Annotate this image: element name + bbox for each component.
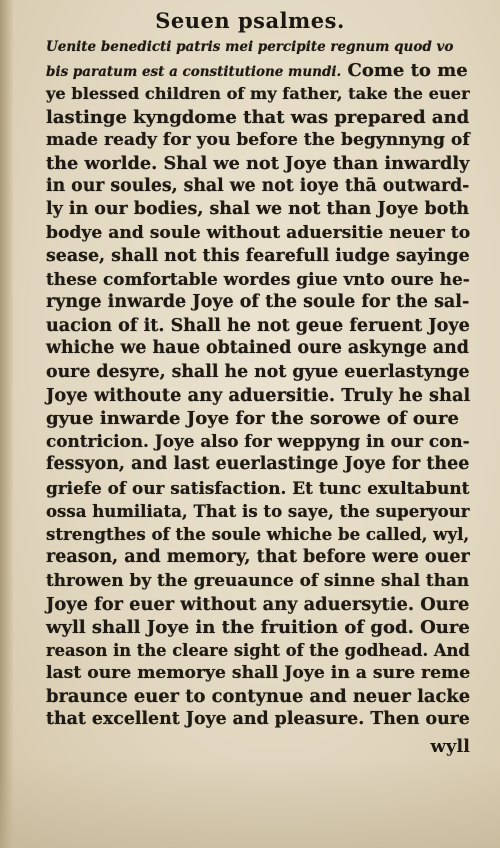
text-line: contricion. Joye also for weppyng in our con- — [46, 431, 470, 452]
text-line: throwen by the greuaunce of sinne shal than — [46, 570, 470, 591]
text-line: reason, and memory, that before were ouer — [46, 547, 470, 568]
text-line: braunce euer to contynue and neuer lacke — [46, 686, 471, 708]
text-line: Joye for euer without any aduersytie. Oure — [46, 593, 470, 615]
page-bottom-shade — [0, 758, 500, 848]
text-line: the worlde. Shal we not Joye than inwardly — [46, 152, 470, 174]
text-line: ly in our bodies, shal we not than Joye both — [46, 199, 470, 220]
text-line: gyue inwarde Joye for the sorowe of oure — [46, 408, 459, 429]
running-header: Seuen psalmes. — [155, 8, 345, 33]
text-line: bodye and soule without aduersitie neuer to — [46, 222, 471, 243]
text-line: lastinge kyngdome that was prepared and — [46, 106, 470, 128]
text-line: in our soules, shal we not ioye thā outward- — [46, 176, 470, 197]
text-line: whiche we haue obtained oure askynge and — [46, 338, 469, 359]
text-line: Joye withoute any aduersitie. Truly he shal — [46, 384, 471, 406]
text-line: ye blessed children of my father, take the euer — [46, 84, 470, 104]
text-line: these comfortable wordes giue vnto oure he- — [46, 268, 470, 289]
text-line: made ready for you before the begynnyng of — [46, 129, 470, 150]
text-line: sease, shall not this fearefull iudge sayinge — [46, 245, 470, 266]
text-line: ossa humiliata, That is to saye, the superyour — [46, 500, 470, 521]
text-line: that excellent Joye and pleasure. Then oure — [46, 709, 470, 730]
text-line: rynge inwarde Joye of the soule for the sal- — [46, 292, 470, 313]
text-line: fessyon, and last euerlastinge Joye for thee — [46, 454, 470, 475]
text-line: reason in the cleare sight of the godhead. And — [46, 640, 470, 660]
text-line: bis paratum est a constitutione mundi. Come to me — [46, 60, 468, 82]
text-line: griefe of our satisfaction. Et tunc exultabunt — [46, 477, 470, 498]
text-line: strengthes of the soule whiche be called, wyl, — [46, 523, 470, 544]
text-line: Uenite benedicti patris mei percipite regnum quod vo — [46, 39, 454, 55]
catchword: wyll — [430, 736, 470, 757]
text-line: uacion of it. Shall he not geue feruent Joye — [46, 315, 470, 337]
text-line: oure desyre, shall he not gyue euerlastynge — [46, 361, 470, 382]
body-text — [46, 36, 470, 732]
text-line: wyll shall Joye in the fruition of god. Oure — [46, 616, 470, 638]
text-line: last oure memorye shall Joye in a sure reme — [46, 663, 471, 684]
page-gutter-shadow — [0, 0, 14, 848]
